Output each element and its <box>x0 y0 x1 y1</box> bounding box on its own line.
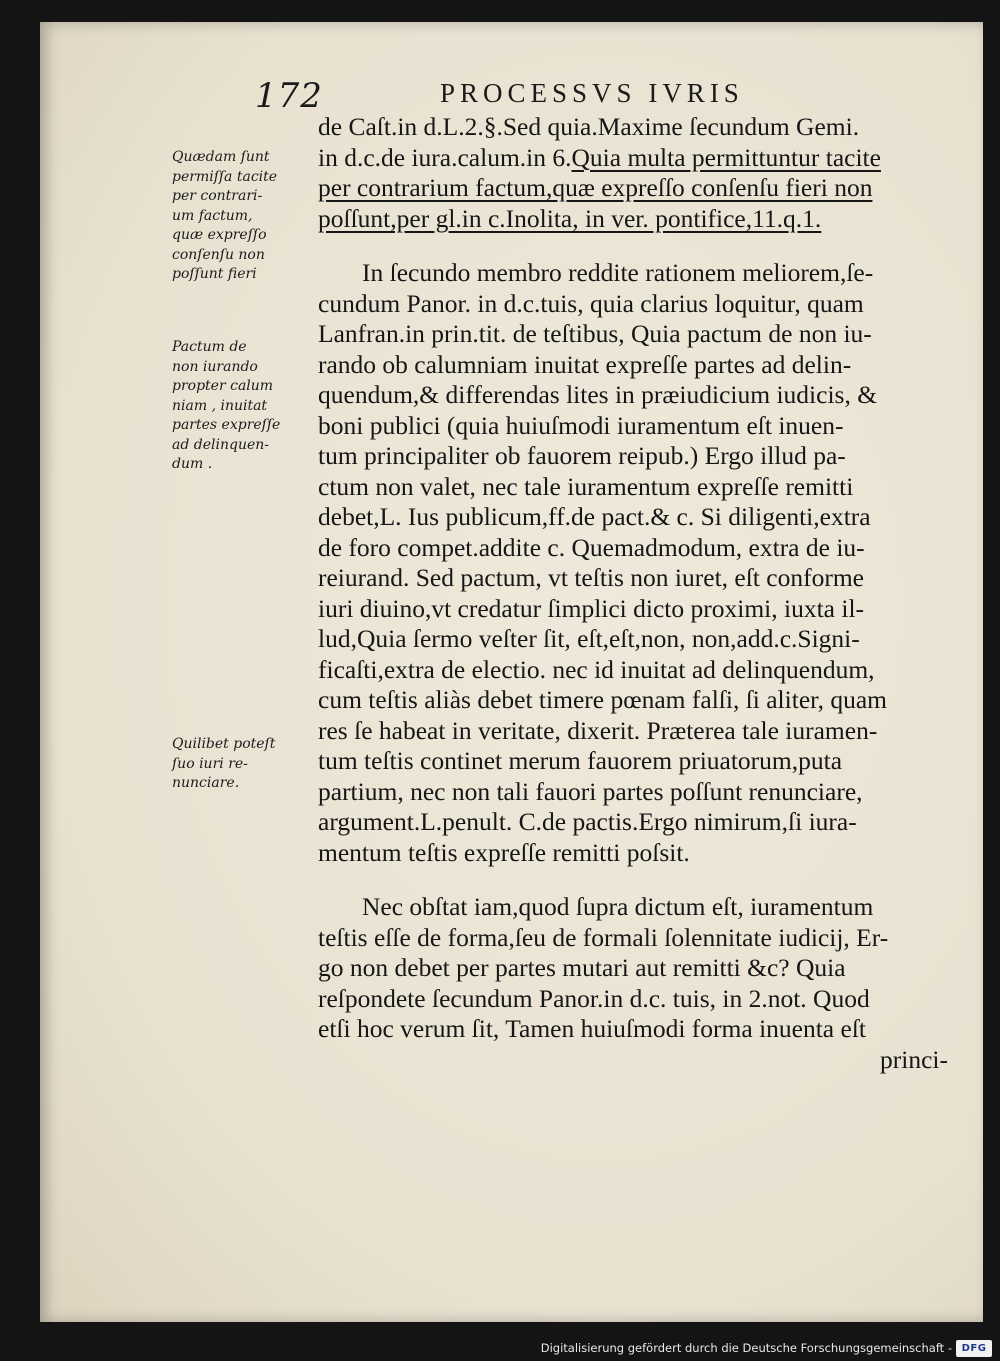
margin-line: niam , inuitat <box>172 397 268 414</box>
text-line: ctum non valet, nec tale iuramentum expreſſe remitti <box>318 471 854 501</box>
margin-line: propter calum <box>172 378 274 394</box>
text-line: partium, nec non tali fauori partes poſſunt renunciare, <box>318 776 863 806</box>
text-line <box>318 204 948 235</box>
margin-note-3 <box>172 735 317 794</box>
text-line: tum principaliter ob fauorem reipub.) Ergo illud pa- <box>318 441 846 470</box>
margin-line: Quædam ſunt <box>172 149 270 165</box>
text-line: reſpondete ſecundum Panor.in d.c. tuis, in 2.not. Quod <box>318 983 870 1013</box>
text-segment: poſſunt,per gl.in c.Inolita, in ver. pontifice,11.q.1. <box>318 203 822 233</box>
text-segment: in d.c.de iura.calum.in 6. <box>318 142 572 172</box>
text-line: tum teſtis continet merum fauorem priuatorum,puta <box>318 746 843 775</box>
text-line-underlined: per contrarium factum,quæ expreſſo conſenſu fieri non <box>318 173 873 202</box>
text-line: cundum Panor. in d.c.tuis, quia clarius loquitur, quam <box>318 288 864 318</box>
text-line: debet,L. Ius publicum,ff.de pact.& c. Si diligenti,extra <box>318 502 871 531</box>
margin-line: nunciare. <box>172 775 240 791</box>
text-line: de Caſt.in d.L.2.§.Sed quia.Maxime ſecundum Gemi. <box>318 112 860 141</box>
text-line: teſtis eſſe de forma,ſeu de formali ſolennitate iudicij, Er- <box>318 922 889 952</box>
text-line: boni publici (quia huiuſmodi iuramentum eſt inuen- <box>318 410 844 440</box>
margin-line: non iurando <box>172 358 258 375</box>
margin-line: poſſunt fieri <box>172 266 257 282</box>
running-head: PROCESSVS IVRIS <box>440 78 744 108</box>
margin-line: dum . <box>172 456 213 472</box>
margin-line: Quilibet poteſt <box>172 736 276 752</box>
underlined-phrase: Quia multa permittuntur tacite <box>571 142 881 172</box>
text-line: ficaſti,extra de electio. nec id inuitat ad delinquendum, <box>318 654 875 684</box>
text-line: res ſe habeat in veritate, dixerit. Præterea tale iuramen- <box>318 715 878 745</box>
text-line: go non debet per partes mutari aut remitti &c? Quia <box>318 953 846 982</box>
text-line: iuri diuino,vt credatur ſimplici dicto proximi, iuxta il- <box>318 593 865 623</box>
text-line: cum teſtis aliàs debet timere pœnam falſi, ſi aliter, quam <box>318 685 888 714</box>
text-line: reiurand. Sed pactum, vt teſtis non iuret, eſt conforme <box>318 563 864 592</box>
dfg-logo: DFG <box>956 1340 992 1357</box>
margin-line: per contrari- <box>172 188 263 204</box>
paragraph-3 <box>318 892 948 1075</box>
paragraph-2 <box>318 258 948 868</box>
footer-bar <box>0 1338 1000 1361</box>
text-line: In ſecundo membro reddite rationem meliorem,ſe- <box>362 258 874 287</box>
text-line: argument.L.penult. C.de pactis.Ergo nimirum,ſi iura- <box>318 807 857 836</box>
paragraph-1 <box>318 112 948 234</box>
margin-line: conſenſu non <box>172 246 265 263</box>
margin-line: ſuo iuri re- <box>172 755 248 772</box>
margin-line: quæ expreſſo <box>172 227 267 243</box>
margin-note-2 <box>172 338 317 475</box>
text-line <box>318 143 948 174</box>
margin-line: partes expreſſe <box>172 417 281 433</box>
page-number: 172 <box>255 76 323 116</box>
margin-line: permiſſa tacite <box>172 168 278 185</box>
text-line: lud,Quia ſermo veſter ſit, eſt,eſt,non, non,add.c.Signi- <box>318 624 860 653</box>
margin-note-1 <box>172 148 317 285</box>
margin-line: um factum, <box>172 207 253 224</box>
text-line: de foro compet.addite c. Quemadmodum, extra de iu- <box>318 532 865 562</box>
text-line: etſi hoc verum ſit, Tamen huiuſmodi forma inuenta eſt <box>318 1014 866 1043</box>
funding-credit: Digitalisierung gefördert durch die Deutsche Forschungsgemeinschaft - <box>540 1341 952 1355</box>
main-text <box>318 112 948 1075</box>
text-line: mentum teſtis expreſſe remitti poſsit. <box>318 837 690 867</box>
text-line: quendum,& differendas lites in præiudicium iudicis, & <box>318 380 878 409</box>
text-line: rando ob calumniam inuitat expreſſe partes ad delin- <box>318 349 852 379</box>
catchword: princi- <box>880 1044 948 1074</box>
margin-line: Pactum de <box>172 339 247 355</box>
margin-line: ad delinquen- <box>172 436 269 453</box>
text-line: Nec obſtat iam,quod ſupra dictum eſt, iuramentum <box>362 892 874 921</box>
text-line: Lanfran.in prin.tit. de teſtibus, Quia pactum de non iu- <box>318 319 872 348</box>
